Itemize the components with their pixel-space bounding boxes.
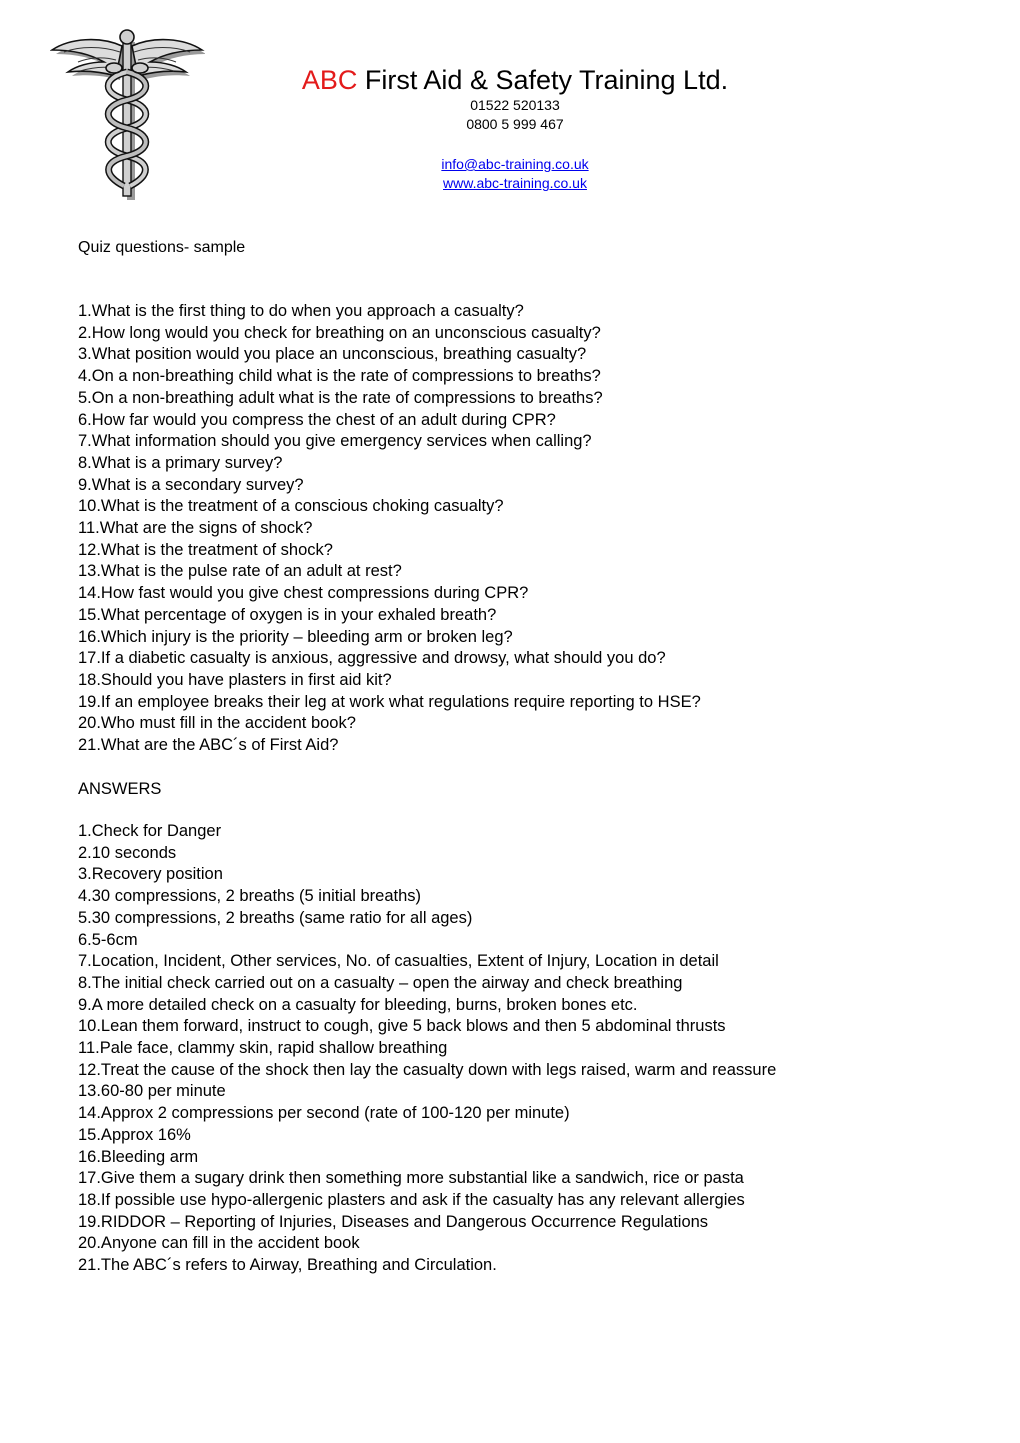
letterhead: [230, 64, 800, 193]
company-name: [230, 64, 800, 96]
answer-item: 15.Approx 16%: [78, 1125, 191, 1144]
answer-item: 7.Location, Incident, Other services, No. of casualties, Extent of Injury, Location in detail: [78, 952, 719, 971]
answer-item: 1.Check for Danger: [78, 822, 222, 840]
answer-list: [78, 821, 998, 1277]
question-item: 11.What are the signs of shock?: [78, 519, 313, 538]
question-item: 3.What position would you place an unconscious, breathing casualty?: [78, 345, 587, 364]
quiz-subtitle: Quiz questions- sample: [78, 239, 246, 256]
answer-item: 21.The ABC´s refers to Airway, Breathing and Circulation.: [78, 1256, 497, 1275]
answer-item: 18.If possible use hypo-allergenic plasters and ask if the casualty has any relevant allergies: [78, 1190, 745, 1209]
question-item: 14.How fast would you give chest compressions during CPR?: [78, 584, 529, 603]
question-item: 10.What is the treatment of a conscious choking casualty?: [78, 497, 504, 516]
question-item: 20.Who must fill in the accident book?: [78, 714, 356, 733]
answer-item: 14.Approx 2 compressions per second (rate of 100-120 per minute): [78, 1104, 570, 1123]
answer-item: 4.30 compressions, 2 breaths (5 initial breaths): [78, 887, 422, 906]
question-item: 2.How long would you check for breathing on an unconscious casualty?: [78, 323, 601, 342]
question-item: 17.If a diabetic casualty is anxious, aggressive and drowsy, what should you do?: [78, 649, 666, 668]
answer-item: 2.10 seconds: [78, 843, 177, 862]
question-item: 7.What information should you give emergency services when calling?: [78, 432, 592, 451]
answer-item: 16.Bleeding arm: [78, 1147, 199, 1166]
question-item: 9.What is a secondary survey?: [78, 475, 304, 494]
question-item: 19.If an employee breaks their leg at work what regulations require reporting to HSE?: [78, 692, 701, 711]
question-item: 13.What is the pulse rate of an adult at rest?: [78, 562, 402, 581]
question-item: 18.Should you have plasters in first aid kit?: [78, 670, 392, 689]
answer-item: 13.60-80 per minute: [78, 1082, 226, 1101]
answer-item: 10.Lean them forward, instruct to cough, give 5 back blows and then 5 abdominal thrusts: [78, 1017, 726, 1036]
question-item: 6.How far would you compress the chest of an adult during CPR?: [78, 410, 556, 429]
question-item: 12.What is the treatment of shock?: [78, 540, 333, 559]
answer-item: 20.Anyone can fill in the accident book: [78, 1234, 360, 1253]
answer-item: 17.Give them a sugary drink then something more substantial like a sandwich, rice or pasta: [78, 1169, 744, 1188]
caduceus-icon: [50, 28, 205, 203]
answer-item: 3.Recovery position: [78, 865, 223, 884]
phone-number-2: 0800 5 999 467: [466, 116, 564, 132]
email-link[interactable]: info@abc-training.co.uk: [441, 156, 589, 172]
answer-item: 11.Pale face, clammy skin, rapid shallow breathing: [78, 1039, 448, 1058]
question-item: 16.Which injury is the priority – bleeding arm or broken leg?: [78, 627, 513, 646]
answer-item: 6.5-6cm: [78, 930, 138, 949]
answer-item: 9.A more detailed check on a casualty for bleeding, burns, broken bones etc.: [78, 995, 638, 1014]
answer-item: 5.30 compressions, 2 breaths (same ratio for all ages): [78, 908, 473, 927]
question-list: [78, 301, 978, 757]
company-brand: ABC: [301, 65, 358, 95]
answer-item: 8.The initial check carried out on a casualty – open the airway and check breathing: [78, 973, 683, 992]
question-item: 4.On a non-breathing child what is the rate of compressions to breaths?: [78, 367, 601, 386]
company-name-rest: First Aid & Safety Training Ltd.: [357, 65, 729, 95]
phone-number-1: 01522 520133: [470, 97, 560, 113]
answer-item: 19.RIDDOR – Reporting of Injuries, Diseases and Dangerous Occurrence Regulations: [78, 1212, 709, 1231]
question-item: 5.On a non-breathing adult what is the rate of compressions to breaths?: [78, 388, 603, 407]
answer-item: 12.Treat the cause of the shock then lay the casualty down with legs raised, warm and reassure: [78, 1060, 777, 1079]
answers-heading: ANSWERS: [78, 780, 162, 798]
question-item: 8.What is a primary survey?: [78, 453, 283, 472]
question-item: 1.What is the first thing to do when you approach a casualty?: [78, 302, 524, 320]
question-item: 21.What are the ABC´s of First Aid?: [78, 736, 339, 755]
question-item: 15.What percentage of oxygen is in your exhaled breath?: [78, 605, 497, 624]
website-link[interactable]: www.abc-training.co.uk: [443, 175, 587, 191]
